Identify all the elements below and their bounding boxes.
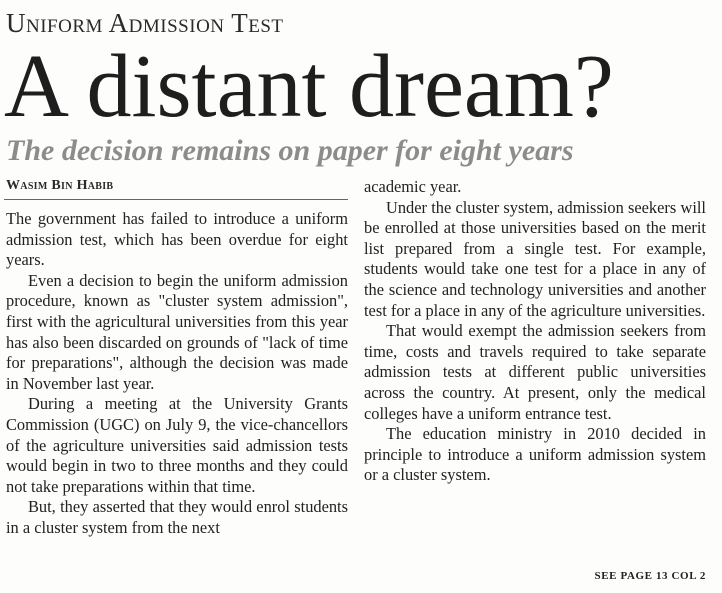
paragraph: academic year. [364,177,462,196]
paragraph: The education ministry in 2010 decided in principle to introduce a uniform admission system or a cluster system. [364,424,706,485]
paragraph: That would exempt the admission seekers from time, costs and travels required to take separate admission tests at different public universities across the country. At present, only the medical colleges have a uniform entrance test. [364,321,706,423]
byline-rule [4,199,348,200]
article-column-2 [364,177,706,486]
paragraph: Even a decision to begin the uniform admission procedure, known as "cluster system admission", first with the agricultural universities from this year has also been discarded on grounds of "lack of time for preparations", although the decision was made in November last year. [6,270,348,393]
article-column-1 [6,209,348,539]
paragraph: But, they asserted that they would enrol students in a cluster system from the next [6,497,348,537]
paragraph: During a meeting at the University Grants Commission (UGC) on July 9, the vice-chancellors of the agriculture universities said admission tests would begin in two to three months and they could not take preparations within that time. [6,394,348,496]
paragraph: Under the cluster system, admission seekers will be enrolled at those universities based on the merit list prepared from a single test. For example, students would take one test for a place in any of the science and technology universities and another test for a place in any of the agriculture universities. [364,197,706,320]
subheadline: The decision remains on paper for eight years [6,134,574,167]
paragraph: The government has failed to introduce a uniform admission test, which has been overdue for eight years. [6,209,348,270]
section-kicker: Uniform Admission Test [6,8,284,38]
continued-on-page-note: SEE PAGE 13 COL 2 [594,570,706,582]
byline: Wasim Bin Habib [6,178,114,193]
headline: A distant dream? [4,37,614,136]
